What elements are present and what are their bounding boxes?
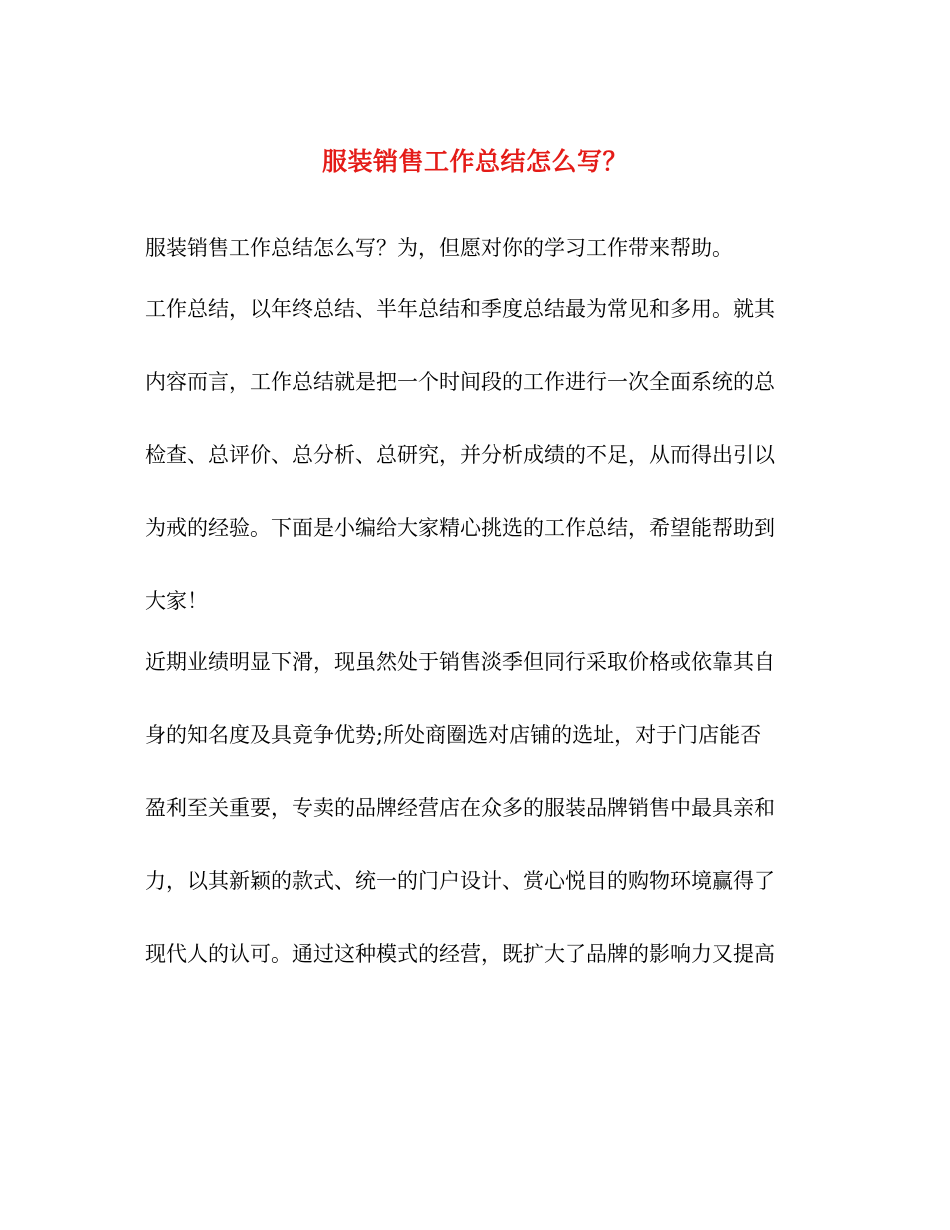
paragraph-3-line-3: 盈利至关重要，专卖的品牌经营店在众多的服装品牌销售中最具亲和: [145, 796, 775, 820]
paragraph-3-line-2: 身的知名度及具竟争优势;所处商圈选对店铺的选址，对于门店能否: [145, 723, 762, 747]
paragraph-2-line-4: 为戒的经验。下面是小编给大家精心挑选的工作总结，希望能帮助到: [145, 516, 775, 540]
paragraph-3-line-1: 近期业绩明显下滑，现虽然处于销售淡季但同行采取价格或依靠其自: [145, 650, 775, 674]
paragraph-3-line-4: 力，以其新颖的款式、统一的门户设计、赏心悦目的购物环境赢得了: [145, 869, 775, 893]
paragraph-1-line-1: 服装销售工作总结怎么写？为，但愿对你的学习工作带来帮助。: [145, 236, 733, 260]
paragraph-2-line-3: 检查、总评价、总分析、总研究，并分析成绩的不足，从而得出引以: [145, 443, 775, 467]
document-title: 服装销售工作总结怎么写？: [321, 147, 628, 176]
paragraph-2-line-2: 内容而言，工作总结就是把一个时间段的工作进行一次全面系统的总: [145, 370, 775, 394]
paragraph-2-line-1: 工作总结，以年终总结、半年总结和季度总结最为常见和多用。就其: [145, 297, 775, 321]
paragraph-3-line-5: 现代人的认可。通过这种模式的经营，既扩大了品牌的影响力又提高: [145, 942, 775, 966]
paragraph-2-line-5: 大家！: [145, 589, 208, 613]
